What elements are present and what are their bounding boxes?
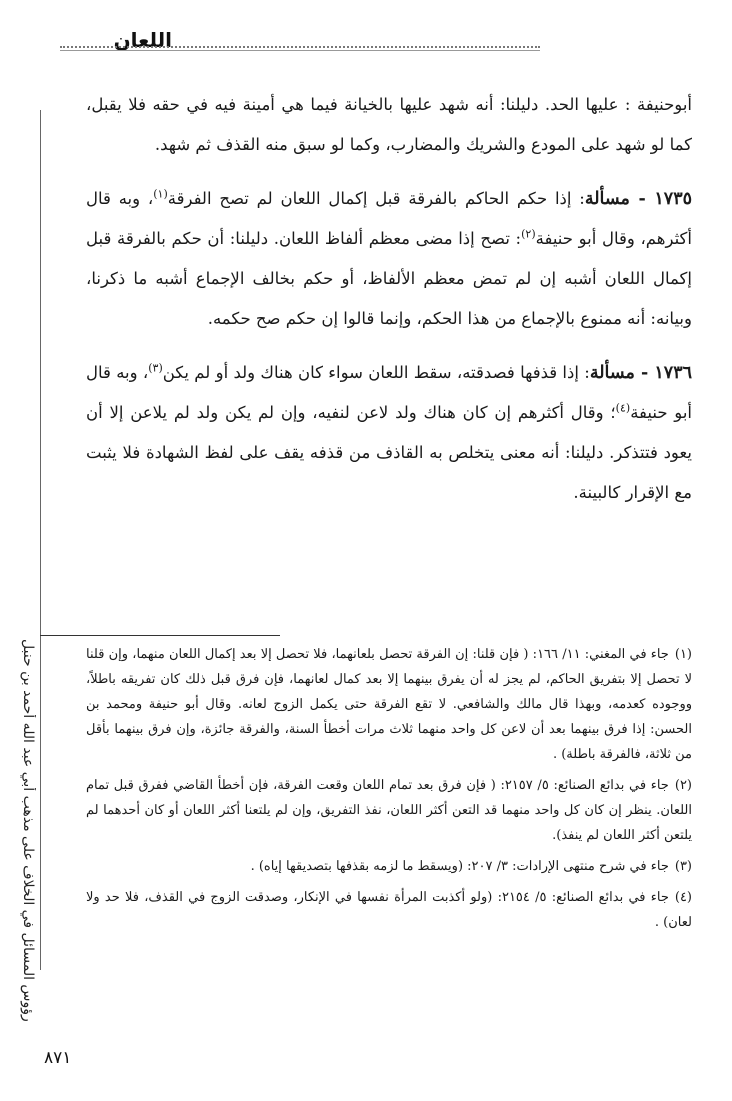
issue-text: ؛ وقال أكثرهم إن كان هناك ولد لاعن لنفيه، وإن لم يكن ولد لم يلاعن إلا أن يعود فتتذكر. دليلنا: أنه معنى يتخلص به القاذف من قذفه يقف على لفظ الشهادة فلا يثبت مع الإقرار كالبينة. bbox=[86, 403, 692, 502]
footnote-number: (٣) bbox=[674, 859, 692, 874]
paragraph-continuation: أبوحنيفة : عليها الحد. دليلنا: أنه شهد عليها بالخيانة فيما هي أمينة فيه في حقه فلا يقبل، كما لو شهد على المودع والشريك والمضارب، وكما لو سبق منه القذف ثم شهد. bbox=[86, 95, 692, 154]
footnote bbox=[86, 885, 692, 935]
footnote-text: جاء في بدائع الصنائع: ٥/ ٢١٥٧: ( فإن فرق بعد تمام اللعان وقعت الفرقة، فإن أخطأ القاضي ففرق قبل تمام اللعان. ينظر إن كان كل واحد منهما قد التعن أكثر اللعان، نفذ التفريق، وإن لم يلتعنا أكثر اللعان أو كان أحدهما لم يلتعن أكثر اللعان لم ينفذ). bbox=[86, 778, 692, 843]
issue-text: : تصح إذا مضى معظم ألفاظ اللعان. دليلنا: أن حكم بالفرقة قبل إكمال اللعان أشبه إن لم تمض معظم الألفاظ، أو حكم بخالف الإجماع أشبه ما ذكرنا، وبيانه: أنه ممنوع بالإجماع من هذا الحكم، وإنما قالوا إن حكم صح حكمه. bbox=[86, 229, 692, 328]
issue-text: : إذا حكم الحاكم بالفرقة قبل إكمال اللعان لم تصح الفرقة bbox=[167, 189, 585, 208]
footnote-separator bbox=[40, 635, 280, 636]
running-header-title: اللعان bbox=[113, 28, 172, 52]
footnote bbox=[86, 854, 692, 879]
header-dotted-rule bbox=[60, 46, 540, 48]
margin-rule bbox=[40, 110, 41, 970]
footnote-text: جاء في المغني: ١١/ ١٦٦: ( فإن قلنا: إن الفرقة تحصل بلعانهما، فلا تحصل إلا بعد إكمال اللعان منهما، وإن قلنا لا تحصل إلا بتفريق الحاكم، لم يجز له أن يفرق بينهما إلا بعد كمال لعانهما، فإن فرق قبل ذلك كان تفريقه باطلاً، ووجوده كعدمه، وبهذا قال مالك والشافعي. لا تقع الفرقة حتى يكمل الزوج لعانه. وقال أبو حنيفة ومحمد بن الحسن: إذا فرق بينهما بعد أن لاعن كل واحد منهما ثلاث مرات أخطأ السنة، والفرقة جائزة، وإن فرق بينهما بأقل من ثلاثة، فالفرقة باطلة) . bbox=[86, 647, 692, 762]
footnote bbox=[86, 642, 692, 767]
footnote-ref[interactable]: (٢) bbox=[521, 227, 536, 241]
footnotes bbox=[86, 642, 692, 941]
issue-label: ١٧٣٥ - مسألة bbox=[584, 189, 693, 209]
footnote-text: جاء في بدائع الصنائع: ٥/ ٢١٥٤: (ولو أكذبت المرأة نفسها في الإنكار، وصدقت الزوج في القذف، فلا حد ولا لعان) . bbox=[86, 890, 692, 930]
footnote-ref[interactable]: (٤) bbox=[615, 401, 631, 415]
header-rule bbox=[60, 50, 540, 51]
footnote-number: (١) bbox=[674, 647, 692, 662]
footnote-text: جاء في شرح منتهى الإرادات: ٣/ ٢٠٧: (ويسقط ما لزمه بقذفها بتصديقها إياه) . bbox=[250, 859, 669, 874]
footnote-number: (٤) bbox=[674, 890, 692, 905]
issue-text: ، وبه قال أبو حنيفة bbox=[86, 363, 693, 422]
footnote-number: (٢) bbox=[674, 778, 692, 793]
side-running-title: رؤوس المسائل في الخلاف على مذهب أبي عبد الله أحمد بن حنبل bbox=[20, 638, 36, 1022]
issue-text: ، وبه قال أكثرهم، وقال أبو حنيفة bbox=[86, 189, 692, 248]
footnote-ref[interactable]: (١) bbox=[153, 187, 168, 201]
issue-1736 bbox=[86, 353, 692, 513]
page-number: ٨٧١ bbox=[44, 1048, 72, 1068]
footnote bbox=[86, 773, 692, 848]
main-text bbox=[86, 85, 692, 513]
footnote-ref[interactable]: (٣) bbox=[148, 361, 163, 375]
issue-label: ١٧٣٦ - مسألة bbox=[589, 363, 692, 383]
issue-1735 bbox=[86, 179, 692, 339]
issue-text: : إذا قذفها فصدقته، سقط اللعان سواء كان هناك ولد أو لم يكن bbox=[162, 363, 590, 382]
